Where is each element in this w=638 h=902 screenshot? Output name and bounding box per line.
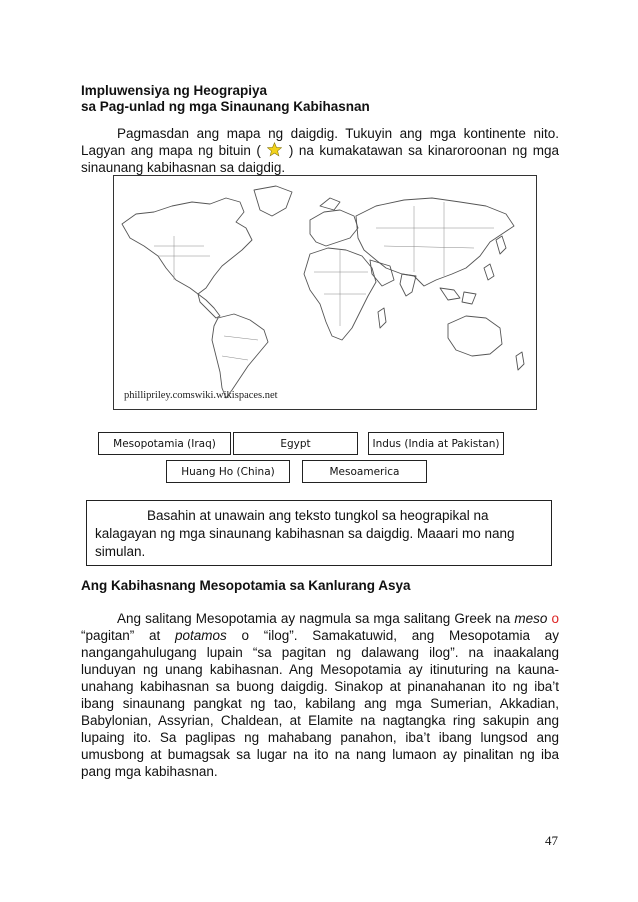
mesopotamia-paragraph [81, 610, 559, 780]
asia-outline [356, 198, 514, 286]
term-meso: meso [514, 611, 548, 626]
term-potamos: potamos [175, 628, 227, 643]
instruction-part1: Pagmasdan ang mapa ng daigdig. Tukuyin ang mga kontinente nito. Lagyan ang mapa ng bituin ( [81, 126, 559, 158]
reading-note-box [86, 500, 552, 566]
reading-note-content: Basahin at unawain ang teksto tungkol sa heograpikal na kalagayan ng mga sinaunang kabihasnan sa daigdig. Maaari mo nang simulan. [95, 508, 515, 559]
choice-indus: Indus (India at Pakistan) [368, 432, 504, 455]
choice-huang-ho: Huang Ho (China) [166, 460, 290, 483]
reading-note-text [95, 507, 541, 561]
paragraph-rest: o “ilog”. Samakatuwid, ang Mesopotamia ay nangangahulugang lupain “sa pagitan ng dalawang ilog”. na inaakalang lunduyan ng unang kabihasnan. Ang Mesopotamia ay itinuturing na kauna-unahang kabihasnan sa buong daigdig. Sinakop at pinanahanan ito ng iba’t ibang sinaunang pangkat ng tao, kabilang ang mga Sumerian, Akkadian, Babylonian, Assyrian, Chaldean, at Elamite na nagtangka ring sakupin ang lupaing ito. Sa paglipas ng mahabang panahon, iba’t ibang lungsod ang umusbong at bumagsak sa lugar na ito na nang lumaon ay pinalitan ng iba pang mga kabihasnan. [81, 628, 559, 779]
section-title [81, 83, 370, 115]
map-credit: phillipriley.comswiki.wikispaces.net [124, 390, 278, 401]
australia-outline [448, 316, 502, 356]
star-icon [267, 142, 282, 157]
page-number: 47 [545, 833, 558, 848]
europe-outline [310, 210, 358, 246]
choice-mesoamerica: Mesoamerica [302, 460, 427, 483]
instruction-paragraph [81, 125, 559, 176]
paragraph-start: Ang salitang Mesopotamia ay nagmula sa mga salitang Greek na [117, 611, 515, 626]
paragraph-pagitan: “pagitan” at [81, 628, 175, 643]
greenland-outline [254, 186, 292, 216]
instruction-part2: ) na kumakatawan sa kinaroroonan ng mga sinaunang kabihasnan sa daigdig. [81, 143, 559, 175]
mesopotamia-section-title: Ang Kabihasnang Mesopotamia sa Kanlurang Asya [81, 578, 411, 593]
world-map-frame [113, 175, 537, 410]
world-map-outline [114, 176, 536, 409]
conjunction-o: o [547, 611, 559, 626]
south-america-outline [212, 314, 268, 398]
section-title-line2: sa Pag-unlad ng mga Sinaunang Kabihasnan [81, 99, 370, 114]
section-title-line1: Impluwensiya ng Heograpiya [81, 83, 268, 98]
choice-egypt: Egypt [233, 432, 358, 455]
choice-mesopotamia: Mesopotamia (Iraq) [98, 432, 231, 455]
